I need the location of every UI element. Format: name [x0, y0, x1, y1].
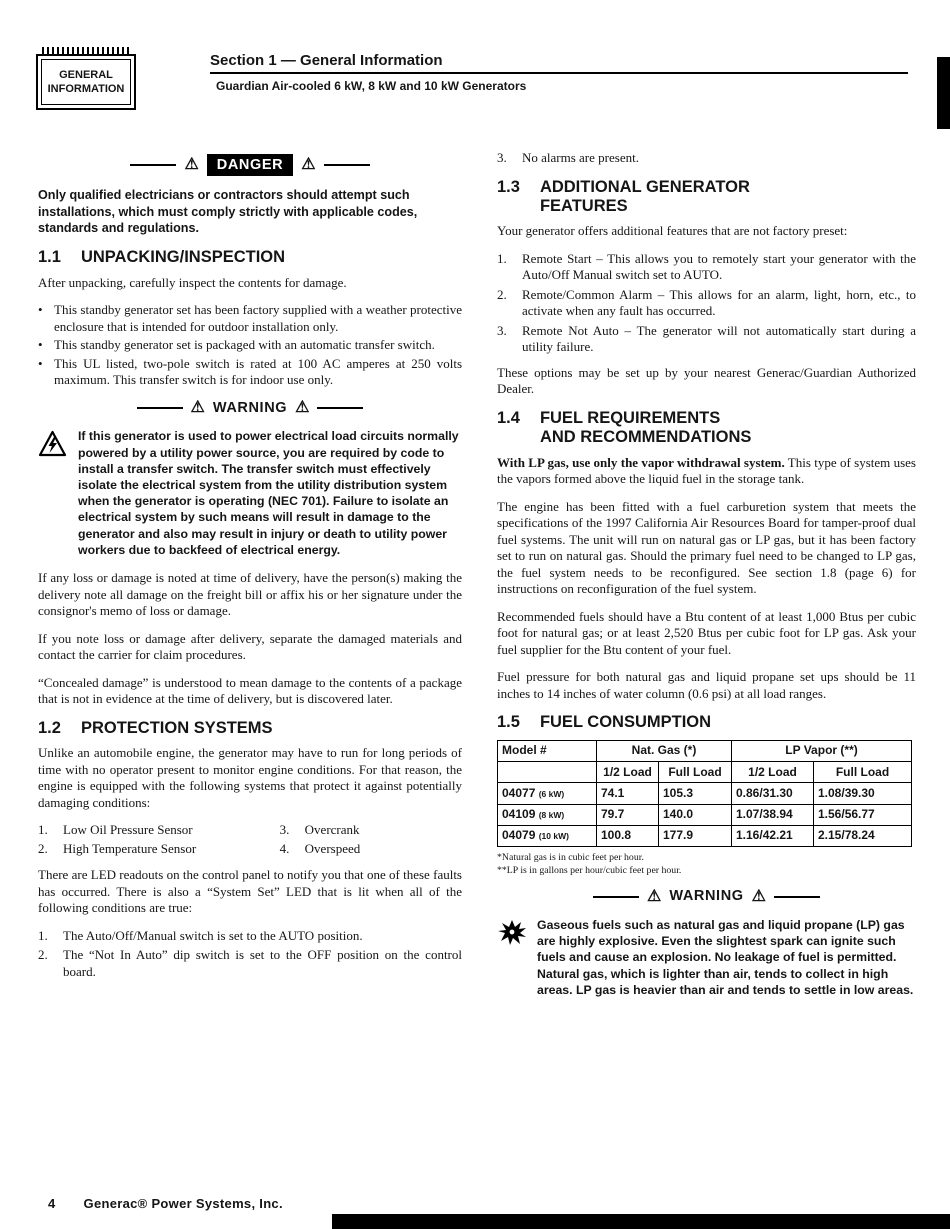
- warning-text: Gaseous fuels such as natural gas and liquid propane (LP) gas are highly explosive. Even the slightest spark can ignite such fuels and cause an explosion. No leakage of fuel is permitted. Natural gas, which is lighter than air, tends to collect in high areas. LP gas is heavier than air and tends to settle in low areas.: [537, 917, 914, 997]
- item-number: 1.: [38, 927, 48, 943]
- paragraph: If you note loss or damage after delivery, separate the damaged materials and contact the carrier for claim procedures.: [38, 630, 462, 663]
- warning-banner: [497, 887, 916, 905]
- section-title: Section 1 — General Information: [210, 52, 443, 69]
- item-text: The “Not In Auto” dip switch is set to the OFF position on the control board.: [63, 947, 462, 979]
- item-number: 2.: [38, 947, 48, 963]
- paragraph: These options may be set up by your nearest Generac/Guardian Authorized Dealer.: [497, 364, 916, 397]
- paragraph: If any loss or damage is noted at time of delivery, have the person(s) making the delivery note all damage on the freight bill or affix his or her signature under the consignor's memo of loss or damage.: [38, 570, 462, 619]
- header-subtitle: Guardian Air-cooled 6 kW, 8 kW and 10 kW Generators: [216, 79, 527, 93]
- section-number: 1.5: [497, 713, 520, 732]
- footnote: *Natural gas is in cubic feet per hour.: [497, 852, 644, 864]
- tab-fringe-decoration: [42, 47, 130, 54]
- section-1-4-heading: [497, 409, 916, 448]
- unpacking-bullet-list: [38, 302, 462, 389]
- section-title-text: PROTECTION SYSTEMS: [80, 718, 273, 737]
- list-item: [280, 841, 462, 858]
- paragraph: The engine has been fitted with a fuel carburetion system that meets the specifications of the 1997 California Air Resources Board for tamper-proof dual fuel systems. The unit will run on natural gas or LP gas, but it has been factory set to run on natural gas. Should the primary fuel need to be changed to LP gas, the fuel system needs to be reconfigured. See section 1.8 (page 6) for instructions on reconfiguration of the fuel system.: [497, 498, 916, 597]
- banner-rule: [593, 896, 639, 898]
- paragraph: After unpacking, carefully inspect the contents for damage.: [38, 274, 347, 290]
- item-number: 1.: [38, 822, 48, 838]
- column-header-lp: LP Vapor (**): [732, 740, 912, 761]
- banner-rule: [130, 164, 176, 166]
- item-text: Remote Not Auto – The generator will not automatically start during a utility failure.: [522, 322, 916, 355]
- paragraph: Your generator offers additional features that are not factory preset:: [497, 223, 848, 239]
- model-number: 04109: [502, 807, 536, 822]
- paragraph-text: This type of system uses the vapors formed above the liquid fuel in the storage tank.: [497, 454, 916, 487]
- warning-triangle-icon: ⚠: [184, 156, 199, 174]
- model-number: 04079: [502, 828, 536, 843]
- title-line: FUEL REQUIREMENTS: [539, 408, 721, 427]
- bullet-marker: •: [38, 302, 43, 318]
- value-cell: 105.3: [659, 783, 732, 804]
- list-item: [38, 947, 462, 980]
- section-number: 1.2: [38, 718, 61, 737]
- item-text: Low Oil Pressure Sensor: [63, 822, 193, 838]
- paragraph: [497, 455, 916, 488]
- column-header-natgas: Nat. Gas (*): [597, 740, 732, 761]
- value-cell: 1.07/38.94: [732, 804, 814, 825]
- section-1-1-heading: [38, 248, 462, 267]
- warning-triangle-icon: ⚠: [295, 399, 310, 417]
- banner-rule: [137, 407, 183, 409]
- value-cell: 74.1: [597, 783, 659, 804]
- bullet-marker: •: [38, 337, 43, 353]
- value-cell: 1.08/39.30: [814, 783, 912, 804]
- value-cell: 100.8: [597, 825, 659, 846]
- section-tab-line1: GENERAL: [59, 68, 113, 81]
- danger-banner: [38, 154, 462, 176]
- item-number: 3.: [497, 322, 507, 338]
- title-line: AND RECOMMENDATIONS: [539, 428, 752, 447]
- item-number: 1.: [497, 250, 507, 266]
- section-title-text: UNPACKING/INSPECTION: [80, 248, 286, 267]
- value-cell: 0.86/31.30: [732, 783, 814, 804]
- warning-banner: [38, 399, 462, 417]
- left-column: [38, 150, 462, 989]
- title-line: FEATURES: [539, 196, 628, 215]
- page-number: 4: [48, 1196, 56, 1211]
- section-1-3-heading: [497, 178, 916, 217]
- column-subheader: 1/2 Load: [732, 762, 814, 783]
- column-subheader: Full Load: [659, 762, 732, 783]
- table-row: [498, 825, 912, 846]
- paragraph: Unlike an automobile engine, the generator may have to run for long periods of time with no operator present to monitor engine conditions. For that reason, the engine is equipped with the following systems that protect it against potentially damaging conditions:: [38, 745, 462, 810]
- item-text: High Temperature Sensor: [63, 840, 197, 856]
- item-text: The Auto/Off/Manual switch is set to the AUTO position.: [63, 927, 363, 943]
- model-cell: [498, 783, 597, 804]
- empty-cell: [498, 762, 597, 783]
- table-row: [498, 783, 912, 804]
- value-cell: 140.0: [659, 804, 732, 825]
- warning-triangle-icon: ⚠: [647, 887, 662, 905]
- section-number: 1.1: [38, 248, 61, 267]
- fuel-consumption-table: [497, 740, 912, 847]
- header-rule: [210, 72, 908, 74]
- section-number: 1.3: [497, 177, 520, 196]
- paragraph: “Concealed damage” is understood to mean damage to the contents of a package that is not in evidence at the time of delivery, but is discovered later.: [38, 674, 462, 707]
- value-cell: 177.9: [659, 825, 732, 846]
- paragraph: Fuel pressure for both natural gas and liquid propane set ups should be 11 inches to 14 inches of water column (0.6 psi) at all load ranges.: [497, 669, 916, 701]
- bold-lead-text: With LP gas, use only the vapor withdrawal system.: [497, 454, 785, 470]
- column-subheader: Full Load: [814, 762, 912, 783]
- banner-rule: [324, 164, 370, 166]
- paragraph: Recommended fuels should have a Btu content of at least 1,000 Btus per cubic foot for natural gas; or at least 2,520 Btus per cubic foot for LP gas. Ask your fuel supplier for the Btu content of your fuel.: [497, 608, 916, 657]
- banner-rule: [774, 896, 820, 898]
- title-line: ADDITIONAL GENERATOR: [539, 177, 750, 196]
- banner-rule: [317, 407, 363, 409]
- item-text: Overcrank: [304, 822, 360, 838]
- bullet-text: This standby generator set is packaged with an automatic transfer switch.: [54, 337, 435, 353]
- table-footnotes: [497, 851, 916, 877]
- item-text: Remote/Common Alarm – This allows for an alarm, light, horn, etc., to activate when any fault has occurred.: [522, 286, 916, 319]
- section-tab-box: [36, 54, 136, 110]
- section-tab-line2: INFORMATION: [47, 83, 125, 95]
- item-number: 4.: [279, 840, 290, 856]
- value-cell: 1.16/42.21: [732, 825, 814, 846]
- warning-triangle-icon: ⚠: [190, 399, 205, 417]
- list-item: [38, 841, 280, 858]
- warning-label: WARNING: [212, 399, 288, 416]
- table-row: [498, 804, 912, 825]
- warning-triangle-icon: ⚠: [301, 156, 316, 174]
- warning-triangle-icon: ⚠: [751, 887, 766, 905]
- model-cell: [498, 825, 597, 846]
- section-title-text: [540, 409, 751, 448]
- column-subheader: 1/2 Load: [597, 762, 659, 783]
- list-item: [497, 150, 916, 167]
- value-cell: 1.56/56.77: [814, 804, 912, 825]
- page-header: [210, 52, 908, 93]
- page-footer: [48, 1196, 283, 1211]
- list-item: [38, 822, 280, 839]
- list-item: [38, 356, 462, 389]
- section-number: 1.4: [497, 408, 520, 427]
- item-text: No alarms are present.: [522, 150, 639, 165]
- model-kw: (6 kW): [538, 788, 565, 799]
- explosion-icon: [497, 917, 528, 998]
- value-cell: 2.15/78.24: [814, 825, 912, 846]
- publisher-name: Generac® Power Systems, Inc.: [83, 1196, 283, 1211]
- transfer-switch-warning: [38, 428, 462, 558]
- list-item: [497, 323, 916, 356]
- system-set-conditions-list: [38, 928, 462, 981]
- danger-note: Only qualified electricians or contractors should attempt such installations, which must comply strictly with applicable codes, standards and regulations.: [38, 188, 418, 236]
- item-number: 3.: [279, 822, 290, 838]
- additional-features-list: [497, 251, 916, 356]
- section-1-5-heading: [497, 713, 916, 732]
- paragraph: There are LED readouts on the control panel to notify you that one of these faults has occurred. There is also a “System Set” LED that is lit when all of the following conditions are true:: [38, 867, 462, 916]
- section-title-text: [540, 178, 750, 217]
- right-column: [497, 150, 916, 1010]
- item-text: Remote Start – This allows you to remotely start your generator with the Auto/Off Manual switch set to AUTO.: [522, 250, 916, 283]
- item-number: 2.: [497, 286, 507, 302]
- gaseous-fuels-warning: [497, 917, 916, 998]
- table-subheader-row: [498, 762, 912, 783]
- warning-label: WARNING: [669, 888, 744, 905]
- item-number: 3.: [497, 150, 507, 165]
- list-item: [38, 337, 462, 354]
- item-text: Overspeed: [304, 840, 361, 856]
- warning-text: If this generator is used to power electrical load circuits normally powered by a utility power source, you are required by code to install a transfer switch. The transfer switch must effectively isolate the electrical system from the utility distribution system when the generator is operating (NEC 701). Failure to isolate an electrical system by such means will result in damage to the generator and also may result in injury or death to utility power workers due to backfeed of electrical energy.: [78, 429, 459, 557]
- high-voltage-triangle-icon: [38, 428, 69, 558]
- model-number: 04077: [502, 785, 536, 800]
- column-header-model: Model #: [498, 740, 597, 761]
- model-kw: (8 kW): [538, 810, 565, 821]
- list-item: [497, 287, 916, 320]
- page-edge-tab: [937, 57, 950, 129]
- list-item: [497, 251, 916, 284]
- item-number: 2.: [38, 840, 48, 856]
- protection-systems-list: [38, 822, 462, 857]
- list-item: [38, 302, 462, 335]
- danger-label: DANGER: [207, 154, 293, 176]
- footnote: **LP is in gallons per hour/cubic feet per hour.: [497, 865, 682, 877]
- bullet-text: This standby generator set has been factory supplied with a weather protective enclosure that is intended for outdoor installation only.: [54, 302, 462, 334]
- model-cell: [498, 804, 597, 825]
- value-cell: 79.7: [597, 804, 659, 825]
- section-1-2-heading: [38, 719, 462, 738]
- model-kw: (10 kW): [538, 831, 569, 842]
- section-tab-label: [41, 59, 131, 105]
- bottom-edge-bar: [332, 1214, 950, 1229]
- section-title-text: FUEL CONSUMPTION: [539, 713, 712, 732]
- bullet-marker: •: [38, 355, 43, 371]
- table-header-row: [498, 740, 912, 761]
- bullet-text: This UL listed, two-pole switch is rated at 100 AC amperes at 250 volts maximum. This transfer switch is for indoor use only.: [54, 355, 462, 388]
- list-item: [280, 822, 462, 839]
- list-item: [38, 928, 462, 945]
